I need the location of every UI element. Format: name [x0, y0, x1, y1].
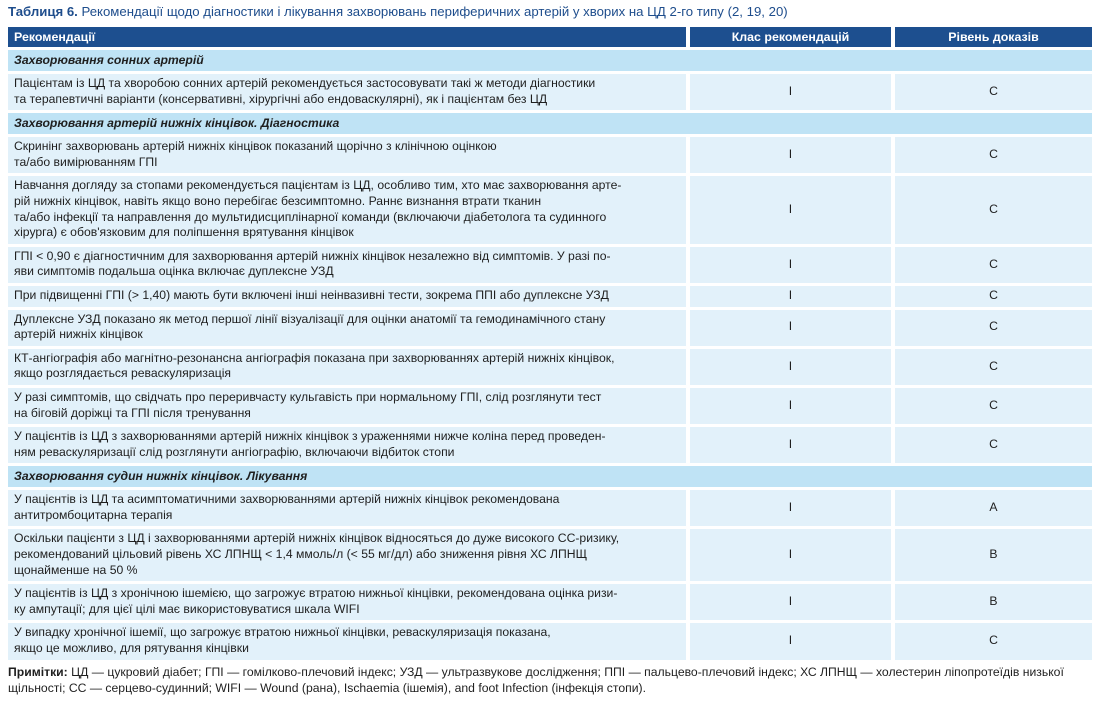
section-row [8, 49, 1092, 73]
recommendation-class: I [688, 73, 893, 112]
table-row [8, 622, 1092, 660]
recommendation-text [8, 426, 688, 465]
recommendation-class: I [688, 136, 893, 175]
recommendation-line: Скринінг захворювань артерій нижніх кінцівок показаний щорічно з клінічною оцінкою [14, 139, 497, 154]
recommendation-text [8, 386, 688, 425]
recommendation-line: У пацієнтів із ЦД з захворюваннями артерій нижніх кінцівок з ураженнями нижче коліна перед проведен- [14, 429, 606, 444]
notes-label: Примітки: [8, 664, 68, 679]
recommendation-class: I [688, 386, 893, 425]
evidence-level: B [893, 528, 1092, 583]
recommendation-text [8, 583, 688, 622]
recommendation-line: У пацієнтів із ЦД та асимптоматичними захворюваннями артерій нижніх кінцівок рекомендована [14, 492, 560, 507]
recommendation-line: яви симптомів подальша оцінка включає дуплексне УЗД [14, 264, 334, 279]
recommendation-text [8, 284, 688, 308]
recommendation-line: якщо розглядається реваскуляризація [14, 366, 232, 381]
recommendation-class: I [688, 284, 893, 308]
recommendation-class: I [688, 347, 893, 386]
table-row [8, 284, 1092, 308]
evidence-level: C [893, 136, 1092, 175]
recommendation-line: рій нижніх кінцівок, навіть якщо воно перебігає безсимптомно. Раннє визнання втрати тканин [14, 193, 542, 208]
table-row [8, 308, 1092, 347]
recommendation-class: I [688, 245, 893, 284]
recommendation-line: Оскільки пацієнти з ЦД і захворюваннями артерій нижніх кінцівок відносяться до дуже високого СС-ризику, [14, 531, 620, 546]
evidence-level: C [893, 347, 1092, 386]
table-row [8, 489, 1092, 528]
table-row [8, 175, 1092, 245]
table-row [8, 386, 1092, 425]
recommendation-line: У разі симптомів, що свідчать про переривчасту кульгавість при нормальному ГПІ, слід розглянути тест [14, 389, 602, 404]
evidence-level: C [893, 308, 1092, 347]
table-row [8, 245, 1092, 284]
recommendation-class: I [688, 489, 893, 528]
evidence-level: C [893, 284, 1092, 308]
section-title: Захворювання судин нижніх кінцівок. Лікування [8, 465, 1092, 489]
evidence-level: C [893, 73, 1092, 112]
recommendation-line: та/або інфекції та направлення до мультидисциплінарної команди (включаючи діабетолога та судинного [14, 209, 607, 224]
table-row [8, 136, 1092, 175]
recommendation-text [8, 489, 688, 528]
recommendation-line: та/або вимірюванням ГПІ [14, 154, 158, 169]
section-row [8, 112, 1092, 136]
notes-text: ЦД — цукровий діабет; ГПІ — гомілково-плечовий індекс; УЗД — ультразвукове дослідження; ППІ — пальцево-плечовий індекс; ХС ЛПНЩ — холестерин ліпопротеїдів низької щільності; СС — серцево-судинний; WIFI — Wound (рана), Ischaemia (ішемія), and foot Infection (інфекція стопи). [8, 664, 1064, 696]
section-title: Захворювання артерій нижніх кінцівок. Діагностика [8, 112, 1092, 136]
recommendation-line: артерій нижніх кінцівок [14, 327, 143, 342]
recommendation-line: на біговій доріжці та ГПІ після тренування [14, 405, 251, 420]
recommendation-text [8, 528, 688, 583]
caption-text: Рекомендації щодо діагностики і лікування захворювань периферичних артерій у хворих на ЦД 2-го типу (2, 19, 20) [81, 4, 788, 19]
section-title: Захворювання сонних артерій [8, 49, 1092, 73]
evidence-level: C [893, 386, 1092, 425]
caption-label: Таблиця 6. [8, 4, 78, 19]
recommendation-line: ням реваскуляризації слід розглянути ангіографію, включаючи відбиток стопи [14, 444, 455, 459]
table-caption [8, 3, 1092, 27]
table-row [8, 347, 1092, 386]
header-class: Клас рекомендацій [688, 27, 893, 49]
recommendation-text [8, 245, 688, 284]
evidence-level: B [893, 583, 1092, 622]
table-notes [8, 664, 1092, 697]
recommendations-table [8, 27, 1092, 660]
recommendation-class: I [688, 426, 893, 465]
recommendation-text [8, 622, 688, 660]
recommendation-line: Навчання догляду за стопами рекомендується пацієнтам із ЦД, особливо тим, хто має захворювання арте- [14, 178, 622, 193]
evidence-level: C [893, 622, 1092, 660]
recommendation-line: рекомендований цільовий рівень ХС ЛПНЩ < 1,4 ммоль/л (< 55 мг/дл) або зниження рівня ХС ЛПНЩ [14, 547, 588, 562]
recommendation-line: Пацієнтам із ЦД та хворобою сонних артерій рекомендується застосовувати такі ж методи діагностики [14, 76, 596, 90]
evidence-level: C [893, 175, 1092, 245]
recommendation-text [8, 136, 688, 175]
table-row [8, 528, 1092, 583]
recommendation-line: При підвищенні ГПІ (> 1,40) мають бути включені інші неінвазивні тести, зокрема ППІ або дуплексне УЗД [14, 287, 609, 302]
evidence-level: C [893, 426, 1092, 465]
recommendation-line: У пацієнтів із ЦД з хронічною ішемією, що загрожує втратою нижньої кінцівки, рекомендована оцінка ризи- [14, 586, 618, 601]
recommendation-line: та терапевтичні варіанти (консервативні, хірургічні або ендоваскулярні), як і пацієнтам без ЦД [14, 91, 548, 106]
recommendation-class: I [688, 583, 893, 622]
recommendation-class: I [688, 308, 893, 347]
recommendation-line: Дуплексне УЗД показано як метод першої лінії візуалізації для оцінки анатомії та гемодинамічного стану [14, 311, 606, 326]
section-row [8, 465, 1092, 489]
recommendation-line: антитромбоцитарна терапія [14, 507, 173, 522]
recommendation-class: I [688, 622, 893, 660]
table-header-row [8, 27, 1092, 49]
recommendation-line: У випадку хронічної ішемії, що загрожує втратою нижньої кінцівки, реваскуляризація показана, [14, 625, 551, 640]
recommendation-line: ГПІ < 0,90 є діагностичним для захворювання артерій нижніх кінцівок незалежно від симптомів. У разі по- [14, 248, 611, 263]
table-row [8, 426, 1092, 465]
recommendation-line: КТ-ангіографія або магнітно-резонансна ангіографія показана при захворюваннях артерій нижніх кінцівок, [14, 350, 615, 365]
recommendation-line: ку ампутації; для цієї цілі має використовуватися шкала WIFI [14, 601, 360, 616]
recommendation-line: хірурга) є обов'язковим для поліпшення врятування кінцівок [14, 225, 354, 240]
recommendation-text [8, 308, 688, 347]
header-recommendations: Рекомендації [8, 27, 688, 49]
table-row [8, 583, 1092, 622]
recommendation-class: I [688, 528, 893, 583]
evidence-level: C [893, 245, 1092, 284]
recommendation-line: щонайменше на 50 % [14, 562, 138, 577]
table-body [8, 49, 1092, 660]
table-row [8, 73, 1092, 112]
recommendation-line: якщо це можливо, для рятування кінцівки [14, 641, 249, 656]
recommendation-text [8, 175, 688, 245]
header-level: Рівень доказів [893, 27, 1092, 49]
recommendation-class: I [688, 175, 893, 245]
recommendation-text [8, 73, 688, 112]
recommendation-text [8, 347, 688, 386]
evidence-level: A [893, 489, 1092, 528]
